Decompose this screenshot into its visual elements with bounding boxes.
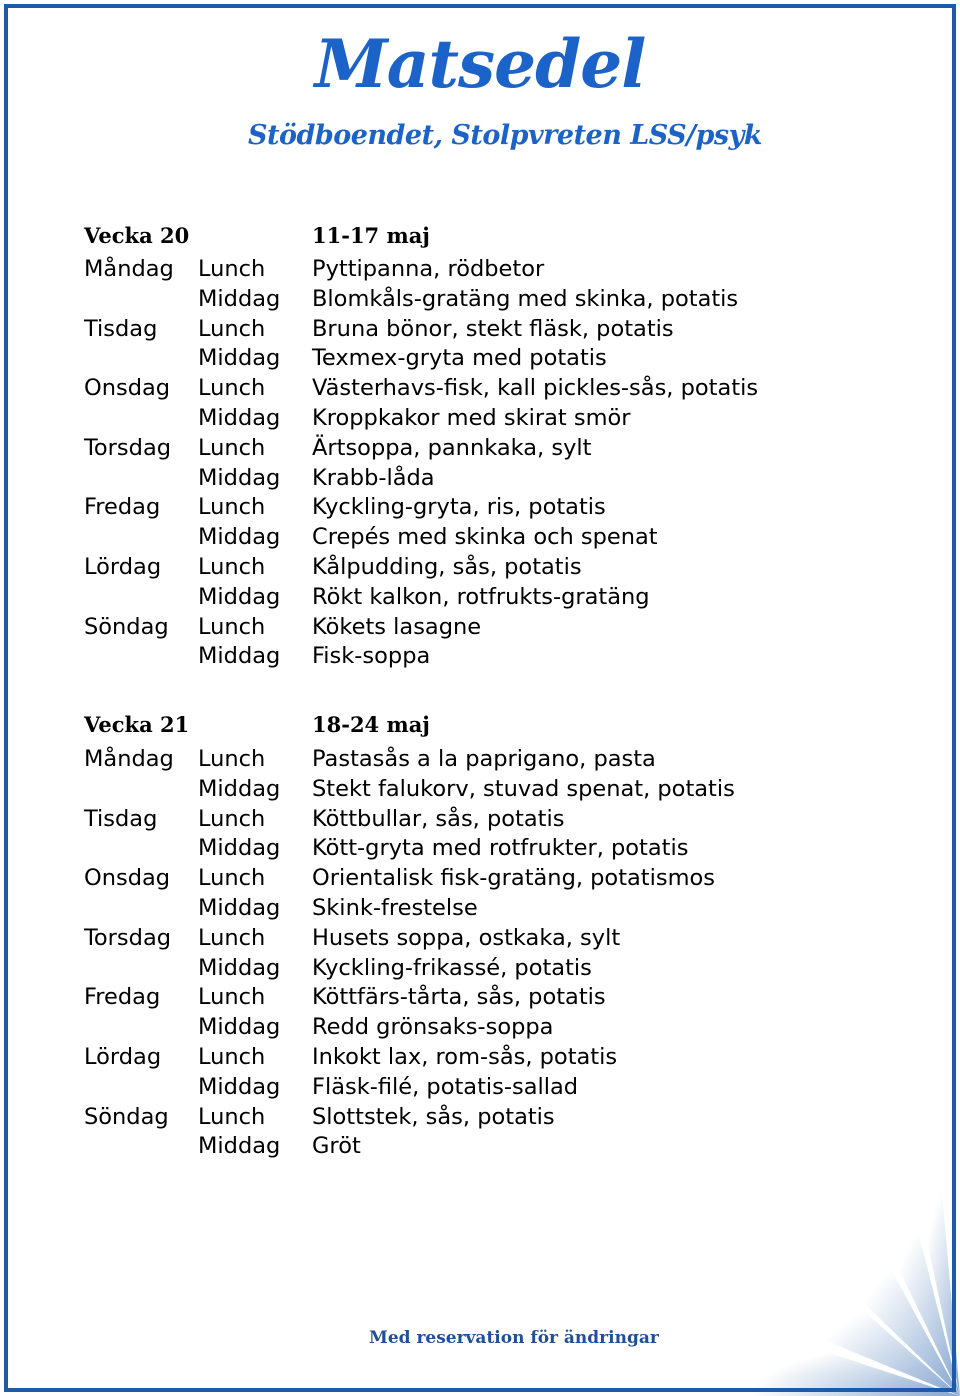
day-label: Torsdag bbox=[84, 434, 172, 461]
meal-label: Middag bbox=[198, 894, 281, 921]
meal-label: Middag bbox=[198, 835, 281, 862]
week-label: Vecka 20 bbox=[84, 223, 190, 248]
meal-label: Middag bbox=[198, 1014, 281, 1041]
menu-row bbox=[84, 1043, 904, 1073]
dish-text: Pyttipanna, rödbetor bbox=[312, 256, 545, 282]
menu-row bbox=[84, 464, 904, 494]
page-title: Matsedel bbox=[314, 25, 646, 103]
meal-label: Lunch bbox=[198, 553, 266, 580]
dish-text: Köttbullar, sås, potatis bbox=[312, 805, 565, 832]
dish-text: Köttfärs-tårta, sås, potatis bbox=[312, 984, 606, 1011]
dish-text: Blomkåls-gratäng med skinka, potatis bbox=[312, 285, 739, 312]
menu-row bbox=[84, 344, 904, 374]
menu-row bbox=[84, 1013, 904, 1043]
menu-row bbox=[84, 285, 904, 315]
menu-row bbox=[84, 864, 904, 894]
menu-row bbox=[84, 894, 904, 924]
menu-row bbox=[84, 523, 904, 553]
day-label: Lördag bbox=[84, 553, 162, 580]
meal-label: Lunch bbox=[198, 746, 266, 772]
meal-label: Middag bbox=[198, 464, 281, 491]
week-menu-list bbox=[84, 255, 904, 672]
day-label: Onsdag bbox=[84, 375, 171, 402]
dish-text: Bruna bönor, stekt fläsk, potatis bbox=[312, 315, 674, 342]
day-label: Torsdag bbox=[84, 924, 172, 951]
meal-label: Middag bbox=[198, 1073, 281, 1100]
dish-text: Västerhavs-fisk, kall pickles-sås, potatis bbox=[312, 375, 759, 402]
meal-label: Lunch bbox=[198, 865, 266, 892]
day-label: Onsdag bbox=[84, 865, 171, 892]
dish-text: Fläsk-filé, potatis-sallad bbox=[312, 1073, 579, 1100]
meal-label: Middag bbox=[198, 643, 281, 670]
menu-row bbox=[84, 834, 904, 864]
dish-text: Crepés med skinka och spenat bbox=[312, 524, 658, 551]
meal-label: Lunch bbox=[198, 494, 266, 521]
dish-text: Kroppkakor med skirat smör bbox=[312, 404, 631, 431]
menu-row bbox=[84, 553, 904, 583]
week-menu-list bbox=[84, 745, 904, 1162]
dish-text: Pastasås a la paprigano, pasta bbox=[312, 746, 656, 772]
meal-label: Lunch bbox=[198, 256, 266, 282]
menu-row bbox=[84, 1132, 904, 1162]
dish-text: Redd grönsaks-soppa bbox=[312, 1014, 554, 1041]
meal-label: Lunch bbox=[198, 434, 266, 461]
meal-label: Middag bbox=[198, 524, 281, 551]
dish-text: Skink-frestelse bbox=[312, 894, 478, 921]
meal-label: Lunch bbox=[198, 924, 266, 951]
dish-text: Kyckling-frikassé, potatis bbox=[312, 954, 592, 981]
meal-label: Middag bbox=[198, 345, 281, 372]
dish-text: Husets soppa, ostkaka, sylt bbox=[312, 924, 621, 951]
day-label: Tisdag bbox=[84, 805, 158, 832]
dish-text: Ärtsoppa, pannkaka, sylt bbox=[312, 434, 592, 461]
day-label: Tisdag bbox=[84, 315, 158, 342]
menu-row bbox=[84, 583, 904, 613]
dish-text: Slottstek, sås, potatis bbox=[312, 1103, 555, 1130]
day-label: Söndag bbox=[84, 613, 169, 640]
meal-label: Middag bbox=[198, 583, 281, 610]
dish-text: Inkokt lax, rom-sås, potatis bbox=[312, 1043, 618, 1070]
meal-label: Middag bbox=[198, 775, 281, 802]
menu-row bbox=[84, 374, 904, 404]
meal-label: Middag bbox=[198, 954, 281, 981]
week-dates: 11-17 maj bbox=[312, 223, 430, 248]
menu-row bbox=[84, 642, 904, 672]
dish-text: Rökt kalkon, rotfrukts-gratäng bbox=[312, 583, 650, 610]
day-label: Söndag bbox=[84, 1103, 169, 1130]
week-label: Vecka 21 bbox=[84, 712, 190, 737]
meal-label: Lunch bbox=[198, 375, 266, 402]
menu-row bbox=[84, 255, 904, 285]
menu-row bbox=[84, 983, 904, 1013]
dish-text: Kött-gryta med rotfrukter, potatis bbox=[312, 835, 689, 862]
menu-row bbox=[84, 954, 904, 984]
dish-text: Kökets lasagne bbox=[312, 613, 482, 640]
dish-text: Texmex-gryta med potatis bbox=[312, 345, 607, 372]
dish-text: Stekt falukorv, stuvad spenat, potatis bbox=[312, 775, 735, 802]
menu-row bbox=[84, 805, 904, 835]
meal-label: Lunch bbox=[198, 613, 266, 640]
menu-row bbox=[84, 315, 904, 345]
meal-label: Lunch bbox=[198, 1103, 266, 1130]
menu-row bbox=[84, 775, 904, 805]
menu-row bbox=[84, 745, 904, 775]
meal-label: Middag bbox=[198, 1133, 281, 1160]
dish-text: Krabb-låda bbox=[312, 464, 435, 491]
meal-label: Lunch bbox=[198, 315, 266, 342]
page-subtitle: Stödboendet, Stolpvreten LSS/psyk bbox=[248, 120, 762, 151]
week-dates: 18-24 maj bbox=[312, 712, 430, 737]
menu-row bbox=[84, 1103, 904, 1133]
dish-text: Gröt bbox=[312, 1133, 361, 1160]
footer-note: Med reservation för ändringar bbox=[369, 1328, 659, 1348]
menu-row bbox=[84, 434, 904, 464]
dish-text: Fisk-soppa bbox=[312, 643, 431, 670]
menu-row bbox=[84, 613, 904, 643]
menu-row bbox=[84, 924, 904, 954]
meal-label: Middag bbox=[198, 285, 281, 312]
day-label: Fredag bbox=[84, 984, 161, 1011]
meal-label: Lunch bbox=[198, 1043, 266, 1070]
meal-label: Lunch bbox=[198, 805, 266, 832]
dish-text: Kyckling-gryta, ris, potatis bbox=[312, 494, 606, 521]
meal-label: Lunch bbox=[198, 984, 266, 1011]
menu-row bbox=[84, 1073, 904, 1103]
meal-label: Middag bbox=[198, 404, 281, 431]
day-label: Fredag bbox=[84, 494, 161, 521]
menu-row bbox=[84, 493, 904, 523]
day-label: Måndag bbox=[84, 746, 174, 772]
menu-row bbox=[84, 404, 904, 434]
dish-text: Orientalisk fisk-gratäng, potatismos bbox=[312, 865, 716, 892]
day-label: Måndag bbox=[84, 256, 174, 282]
day-label: Lördag bbox=[84, 1043, 162, 1070]
dish-text: Kålpudding, sås, potatis bbox=[312, 553, 582, 580]
